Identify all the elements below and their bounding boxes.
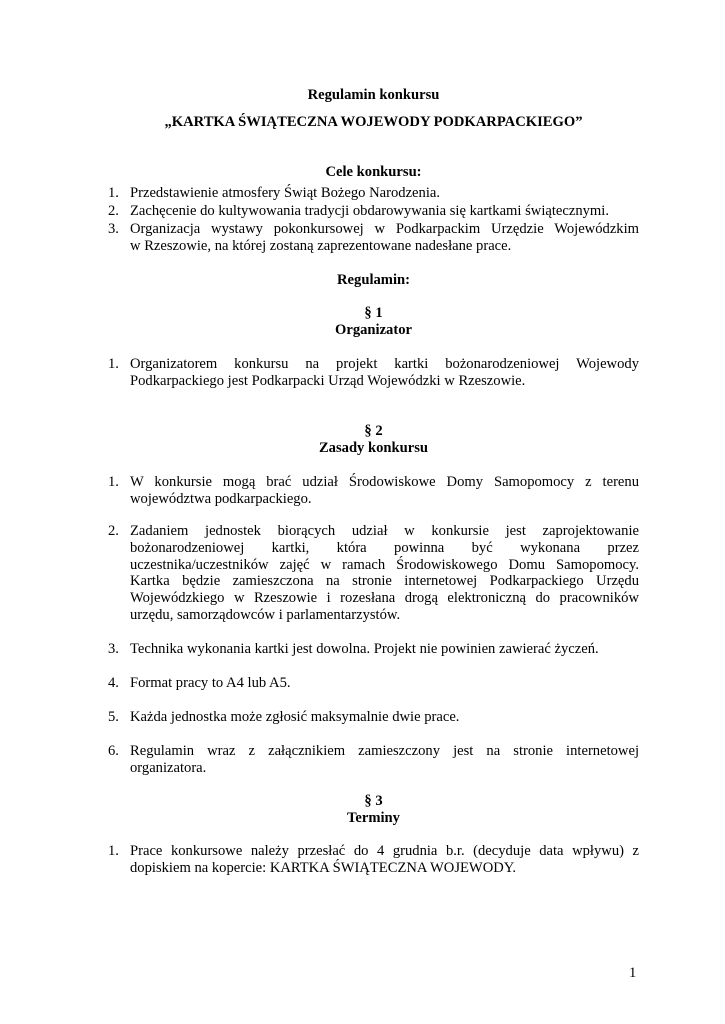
rule-item — [108, 743, 639, 777]
list-number: 3. — [108, 221, 119, 237]
section-heading: Organizator — [334, 322, 412, 338]
rule-item — [108, 843, 639, 877]
section-heading: Zasady konkursu — [318, 440, 429, 456]
goal-item — [108, 203, 639, 220]
goals-heading: Cele konkursu: — [325, 164, 422, 180]
goal-item — [108, 221, 639, 255]
rule-item — [108, 709, 639, 726]
list-number: 6. — [108, 743, 119, 759]
list-text: Organizacja wystawy pokonkursowej w Podkarpackim Urzędzie Wojewódzkim — [130, 221, 639, 237]
list-number: 4. — [108, 675, 119, 691]
goal-item — [108, 185, 639, 202]
list-text: dopiskiem na kopercie: KARTKA ŚWIĄTECZNA WOJEWODY. — [130, 859, 517, 876]
section-symbol: § 2 — [364, 423, 383, 439]
list-text: Technika wykonania kartki jest dowolna. Projekt nie powinien zawierać życzeń. — [130, 641, 599, 657]
rule-item — [108, 356, 639, 390]
list-text: Prace konkursowe należy przesłać do 4 grudnia b.r. (decyduje data wpływu) z — [130, 843, 639, 859]
list-number: 1. — [108, 356, 119, 372]
document-subtitle: „KARTKA ŚWIĄTECZNA WOJEWODY PODKARPACKIEGO” — [164, 114, 583, 130]
list-text: W konkursie mogą brać udział Środowiskowe Domy Samopomocy z terenu — [130, 474, 639, 490]
rule-item — [108, 474, 639, 508]
list-number: 1. — [108, 185, 119, 201]
document-title: Regulamin konkursu — [307, 87, 440, 103]
list-text: bożonarodzeniowej kartki, która powinna być wykonana przez — [130, 539, 639, 556]
list-text: Kartka będzie zamieszczona na stronie internetowej Podkarpackiego Urzędu — [130, 573, 639, 590]
list-number: 3. — [108, 641, 119, 657]
list-text: Regulamin wraz z załącznikiem zamieszczony jest na stronie internetowej — [130, 743, 639, 759]
list-text: uczestnika/uczestników zajęć w ramach Środowiskowego Domu Samopomocy. — [130, 556, 639, 573]
section-heading: Terminy — [347, 810, 400, 826]
list-text: Przedstawienie atmosfery Świąt Bożego Narodzenia. — [130, 185, 441, 201]
list-text: w Rzeszowie, na której zostaną zaprezentowane nadesłane prace. — [130, 237, 512, 254]
list-text: organizatora. — [130, 759, 207, 776]
section-symbol: § 1 — [364, 305, 383, 321]
list-number: 2. — [108, 523, 119, 539]
list-text: Format pracy to A4 lub A5. — [130, 675, 291, 691]
list-number: 1. — [108, 843, 119, 859]
page-number: 1 — [629, 965, 637, 981]
list-text: Wojewódzkiego w Rzeszowie i rozesłana drogą elektroniczną do pracowników — [130, 590, 639, 607]
rule-item — [108, 641, 639, 658]
list-number: 2. — [108, 203, 119, 219]
list-text: Zadaniem jednostek biorących udział w konkursie jest zaprojektowanie — [130, 523, 639, 539]
list-text: województwa podkarpackiego. — [130, 490, 312, 507]
list-text: Zachęcenie do kultywowania tradycji obdarowywania się kartkami świątecznymi. — [130, 203, 609, 219]
regulamin-heading: Regulamin: — [337, 272, 410, 288]
list-number: 5. — [108, 709, 119, 725]
list-text: urzędu, samorządowców i parlamentarzystów. — [130, 606, 401, 623]
list-text: Organizatorem konkursu na projekt kartki bożonarodzeniowej Wojewody — [130, 356, 639, 372]
list-text: Podkarpackiego jest Podkarpacki Urząd Wojewódzki w Rzeszowie. — [130, 372, 526, 389]
list-text: Każda jednostka może zgłosić maksymalnie dwie prace. — [130, 709, 460, 725]
section-symbol: § 3 — [364, 793, 383, 809]
rule-item — [108, 675, 639, 692]
list-number: 1. — [108, 474, 119, 490]
rule-item — [108, 523, 639, 624]
